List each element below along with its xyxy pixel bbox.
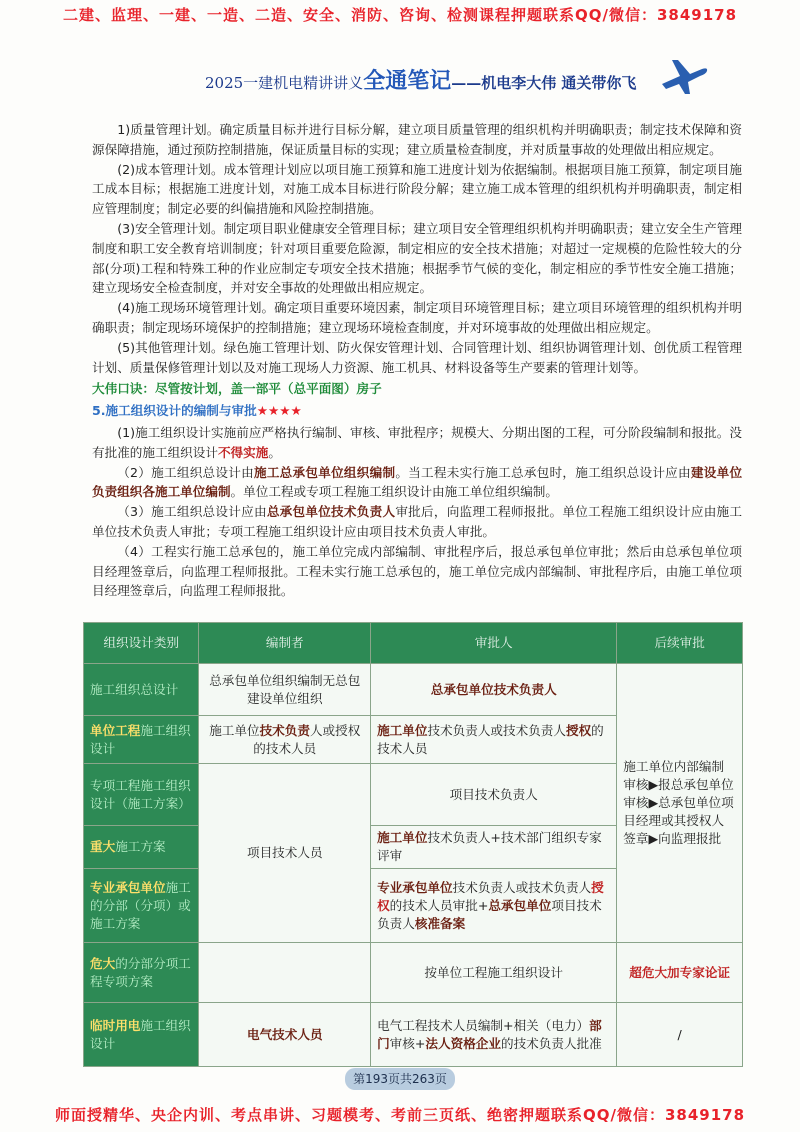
safety-plan: (3)安全管理计划。制定项目职业健康安全管理目标；建立项目安全管理组织机构并明确职责；建立安全生产管理制度和职工安全教育培训制度；针对项目重要危险源，制定相应的安全技术措施；对超过一定规模的危险性较大的分部(分项)工程和特殊工种的作业应制定专项安全技术措施；根据季节气候的变化，制定相应的季节性安全施工措施；建立现场安全检查制度，并对安全事故的处理做出相应规定。 (92, 220, 742, 296)
section-paragraph-2: （2）施工组织总设计由施工总承包单位组织编制。当工程未实行施工总承包时，施工组织总设计应由建设单位负责组织各施工单位编制。单位工程或专项工程施工组织设计由施工单位组织编制。 (92, 464, 743, 500)
quality-plan: 1)质量管理计划。确定质量目标并进行目标分解，建立项目质量管理的组织机构并明确职责；制定技术保障和资源保障措施，通过预防控制措施，保证质量目标的实现；建立质量检查制度，并对质量事故的处理做出相应规定。 (92, 122, 742, 157)
page-indicator: 第193页共263页 (345, 1068, 455, 1090)
table-row (84, 664, 743, 716)
top-promo-banner: 二建、监理、一建、一造、二造、安全、消防、咨询、检测课程押题联系QQ/微信：3849178 (62, 6, 738, 24)
mnemonic: 大伟口诀：尽管按计划，盖一部平（总平面图）房子 (92, 381, 382, 397)
table-header: 后续审批 (617, 623, 743, 664)
table-cell: 单位工程施工组织设计 (84, 716, 199, 764)
table-cell: 施工单位技术负责人或技术负责人授权的技术人员 (371, 716, 617, 764)
cost-plan: (2)成本管理计划。成本管理计划应以项目施工预算和施工进度计划为依据编制。根据项目施工预算，制定项目施工成本目标；根据施工进度计划，对施工成本目标进行阶段分解；建立施工成本管理的组织机构并明确职责，制定相应管理制度；制定必要的纠偏措施和风险控制措施。 (92, 161, 742, 217)
table-cell: 总承包单位组织编制无总包建设单位组织 (199, 664, 371, 716)
table-cell: 临时用电施工组织设计 (84, 1003, 199, 1067)
table-header: 组织设计类别 (84, 623, 199, 664)
table-cell: 电气技术人员 (199, 1003, 371, 1067)
table-row (84, 1003, 743, 1067)
table-cell-followup: 施工单位内部编制审核▶报总承包单位审核▶总承包单位项目经理或其授权人签章▶向监理报批 (617, 664, 743, 943)
table-cell (199, 943, 371, 1003)
bottom-promo-banner: 师面授精华、央企内训、考点串讲、习题模考、考前三页纸、绝密押题联系QQ/微信：3849178 (54, 1106, 746, 1124)
table-header-row (84, 623, 743, 664)
section-paragraph-4: （4）工程实行施工总承包的，施工单位完成内部编制、审批程序后，报总承包单位审批；然后由总承包单位项目经理签章后，向监理工程师报批。工程未实行施工总承包的，施工单位完成内部编制、审批程序后，由施工单位项目经理签章后，向监理工程师报批。 (92, 543, 742, 599)
environment-plan: (4)施工现场环境管理计划。确定项目重要环境因素，制定项目环境管理目标；建立项目环境管理的组织机构并明确职责；制定现场环境保护的控制措施；建立现场环境检查制度，并对环境事故的处理做出相应规定。 (92, 300, 742, 335)
approval-table (83, 622, 743, 1067)
table-cell: 危大的分部分项工程专项方案 (84, 943, 199, 1003)
other-plan: (5)其他管理计划。绿色施工管理计划、防火保安管理计划、合同管理计划、组织协调管理计划、创优质工程管理计划、质量保修管理计划以及对施工现场人力资源、施工机具、材料设备等生产要素的管理计划等。 (92, 339, 742, 375)
table-cell: 施工组织总设计 (84, 664, 199, 716)
table-cell: 专业承包单位施工的分部（分项）或施工方案 (84, 869, 199, 943)
header-author-tag: ——机电李大伟 通关带你飞 (451, 74, 637, 92)
table-cell: / (617, 1003, 743, 1067)
table-row (84, 943, 743, 1003)
table-cell: 总承包单位技术负责人 (371, 664, 617, 716)
header-title (205, 64, 636, 95)
star-rating: ★★★★ (256, 403, 302, 419)
header-main-title: 全通笔记 (363, 68, 452, 94)
table-cell: 电气工程技术人员编制+相关（电力）部门审核+法人资格企业的技术负责人批准 (371, 1003, 617, 1067)
table-cell: 专业承包单位技术负责人或技术负责人授权的技术人员审批+总承包单位项目技术负责人核准备案 (371, 869, 617, 943)
table-cell: 项目技术人员 (199, 764, 371, 943)
table-cell: 超危大加专家论证 (617, 943, 743, 1003)
section-paragraph-1: (1)施工组织设计实施前应严格执行编制、审核、审批程序；规模大、分期出图的工程，可分阶段编制和报批。没有批准的施工组织设计不得实施。 (92, 424, 742, 460)
table-cell: 专项工程施工组织设计（施工方案） (84, 764, 199, 826)
table-cell: 重大施工方案 (84, 826, 199, 869)
section-heading: 5.施工组织设计的编制与审批★★★★ (92, 403, 302, 419)
airplane-icon (658, 54, 710, 98)
table-cell: 项目技术负责人 (371, 764, 617, 826)
page-header (150, 60, 710, 100)
table-header: 审批人 (371, 623, 617, 664)
table-cell: 施工单位技术负责人或授权的技术人员 (199, 716, 371, 764)
section-paragraph-3: （3）施工组织总设计应由总承包单位技术负责人审批后，向监理工程师报批。单位工程施工组织设计应由施工单位技术负责人审批；专项工程施工组织设计应由项目技术负责人审批。 (92, 504, 743, 539)
table-header: 编制者 (199, 623, 371, 664)
table-cell: 按单位工程施工组织设计 (371, 943, 617, 1003)
header-prefix: 2025一建机电精讲讲义 (205, 74, 364, 92)
table-cell: 施工单位技术负责人+技术部门组织专家评审 (371, 826, 617, 869)
main-content (92, 120, 742, 601)
